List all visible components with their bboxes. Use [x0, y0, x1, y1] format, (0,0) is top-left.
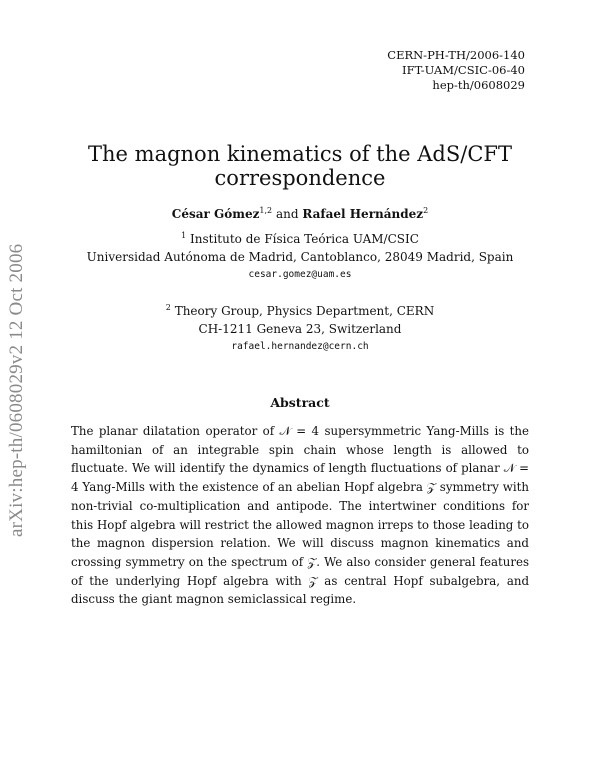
affiliation-address: Universidad Autónoma de Madrid, Cantoblanco, 28049 Madrid, Spain [86, 250, 514, 264]
abstract-line: on the spectrum of 𝒵. We also consider general features of the underlying Hopf algebra [71, 554, 530, 588]
abstract-line: the magnon dispersion relation. We will discuss magnon kinematics and crossing symmetry [71, 536, 529, 569]
affiliation-block [0, 230, 600, 283]
author-affiliation-marker: 1,2 [259, 206, 273, 215]
abstract-line: of length fluctuations of planar 𝒩 = 4 Yang-Mills with the existence of an abelian Hopf [71, 461, 529, 495]
paper-title [0, 142, 600, 190]
author-affiliation-marker: 2 [423, 206, 429, 215]
affiliation-marker: 1 [181, 231, 187, 240]
affiliation-marker: 2 [165, 303, 171, 312]
abstract-line: The planar dilatation operator of 𝒩 = 4 supersymmetric Yang-Mills is the hamiltonian of [71, 424, 529, 457]
affiliation-address: CH-1211 Geneva 23, Switzerland [198, 322, 402, 336]
author-email: cesar.gomez@uam.es [248, 269, 352, 280]
abstract-line: an integrable spin chain whose length is allowed to fluctuate. We will identify the dynamics [71, 442, 529, 476]
abstract-heading: Abstract [270, 395, 330, 410]
title-line: The magnon kinematics of the AdS/CFT [88, 142, 512, 167]
author-name: Rafael Hernández [302, 207, 424, 221]
report-numbers [387, 48, 525, 93]
affiliation-block [0, 302, 600, 355]
author-email: rafael.hernandez@cern.ch [231, 341, 369, 352]
abstract-body [71, 422, 529, 609]
affiliation-institute: Instituto de Física Teórica UAM/CSIC [190, 232, 419, 246]
report-number: hep-th/0608029 [432, 78, 525, 92]
author-list [0, 206, 600, 222]
author-conjunction: and [275, 207, 299, 221]
abstract-line: with 𝒵 as central Hopf subalgebra, and discuss the giant magnon semiclassical regime. [71, 573, 530, 607]
abstract-line: algebra 𝒵 symmetry with non-trivial co-multiplication and antipode. The intertwiner [71, 480, 530, 513]
abstract-line: conditions for this Hopf algebra will restrict the allowed magnon irreps to those leading to [71, 498, 530, 532]
report-number: IFT-UAM/CSIC-06-40 [402, 63, 525, 77]
affiliation-institute: Theory Group, Physics Department, CERN [174, 304, 435, 318]
title-line: correspondence [214, 166, 386, 191]
report-number: CERN-PH-TH/2006-140 [387, 48, 525, 62]
author-name: César Gómez [171, 207, 260, 221]
arxiv-identifier-stamp: arXiv:hep-th/0608029v2 12 Oct 2006 [6, 243, 27, 537]
